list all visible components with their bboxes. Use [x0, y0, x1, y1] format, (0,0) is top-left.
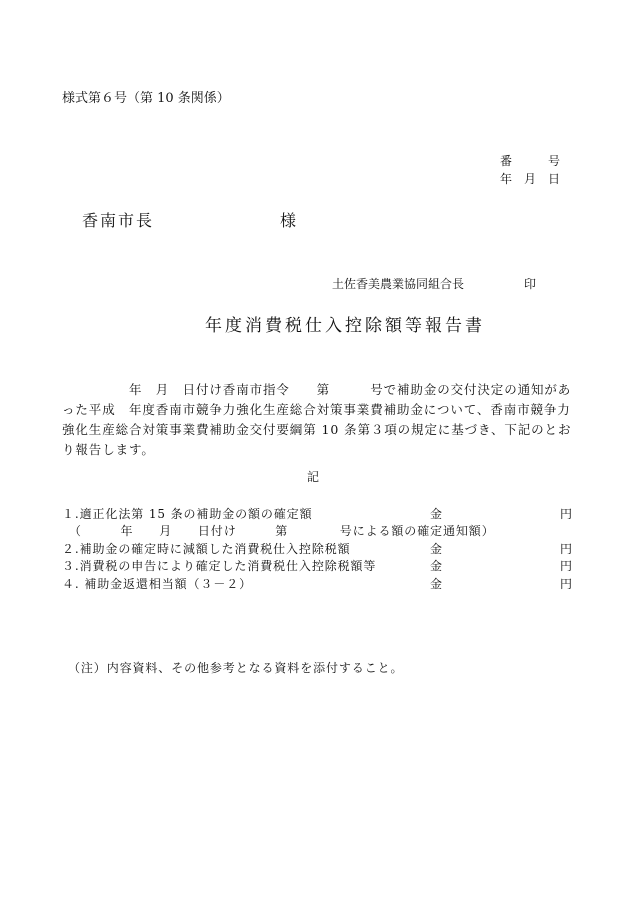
item-row-2: [62, 522, 572, 538]
note: （注）内容資料、その他参考となる資料を添付すること。: [68, 661, 404, 675]
ki-heading: 記: [307, 470, 320, 484]
document-title: 年度消費税仕入控除額等報告書: [205, 316, 485, 336]
item-kin: 金: [430, 542, 443, 556]
document-number-line: 番 号: [500, 154, 561, 168]
sender-signature: 土佐香美農業協同組合長 印: [332, 277, 537, 291]
form-number: 様式第６号（第 10 条関係）: [62, 91, 230, 106]
item-label: ２.補助金の確定時に減額した消費税仕入控除税額: [62, 542, 351, 556]
item-yen: 円: [559, 559, 572, 573]
item-row-4: [62, 557, 572, 573]
item-row-1: [62, 505, 572, 521]
item-kin: 金: [430, 507, 443, 521]
body-paragraph: 年 月 日付け香南市指令 第 号で補助金の交付決定の通知があった平成 年度香南市競争力強化生産総合対策事業費補助金について、香南市競争力強化生産総合対策事業費補助金交付要綱第 10 条第３項の規定に基づき、下記のとおり報告します。: [62, 382, 572, 457]
item-row-5: [62, 575, 572, 591]
document-date-line: 年 月 日: [500, 172, 561, 186]
item-yen: 円: [559, 577, 572, 591]
item-kin: 金: [430, 577, 443, 591]
item-label: １.適正化法第 15 条の補助金の額の確定額: [62, 507, 313, 521]
item-yen: 円: [559, 507, 572, 521]
item-label: ４. 補助金返還相当額（３－２）: [62, 577, 253, 591]
item-kin: 金: [430, 559, 443, 573]
item-label: ３.消費税の申告により確定した消費税仕入控除税額等: [62, 559, 377, 573]
item-label: （ 年 月 日付け 第 号による額の確定通知額）: [62, 524, 495, 538]
item-row-3: [62, 540, 572, 556]
item-yen: 円: [559, 542, 572, 556]
addressee: 香南市長 様: [82, 211, 299, 230]
